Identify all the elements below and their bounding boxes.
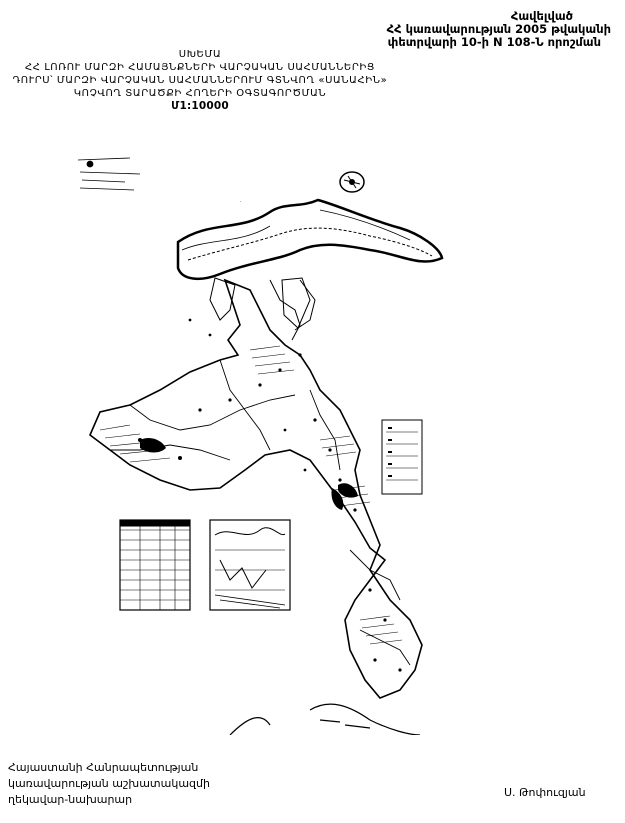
heading-line-3: ԿՈՉՎՈՂ ՏԱՐԱԾՔԻ ՀՈՂԵՐԻ ՕԳՏԱԳՈՐԾՄԱՆ: [73, 88, 327, 99]
heading-line-1: ՀՀ ԼՈՌՈՒ ՄԱՐԶԻ ՀԱՄԱՅՆՔՆԵՐԻ ՎԱՐՉԱԿԱՆ ՍԱՀՄԱՆՆԵՐԻՑ: [25, 62, 375, 73]
annex-decree-year: ՀՀ կառավարության 2005 թվականի: [386, 22, 611, 36]
map-scale: Մ1:10000: [171, 100, 229, 112]
map-upper-plots: [210, 278, 310, 328]
map-dark-areas: [140, 438, 358, 510]
document-heading: [0, 48, 400, 113]
heading-line-2: ԴՈՒՐՍ՝ ՄԱՐԶԻ ՎԱՐՉԱԿԱՆ ՍԱՀՄԱՆՆԵՐՈՒՄ ԳՏՆՎՈՂ «ՍԱՆԱՀԻՆ»: [12, 75, 388, 86]
annex-label: Հավելված: [510, 9, 573, 23]
map-dense-dots: [138, 319, 402, 672]
signer-name: Ս. Թոփուզյան: [504, 786, 586, 799]
annex-block: [371, 10, 611, 49]
map-river-region: [178, 200, 442, 279]
map-bottom-fragments: [230, 704, 420, 735]
map-table-right: [210, 520, 290, 610]
map-table-left: [120, 520, 190, 610]
signer-title-line-2: կառավարության աշխատակազմի: [8, 777, 210, 790]
map-legend-box: [382, 420, 422, 494]
map-corner-legend: [78, 158, 140, 190]
signer-title-line-1: Հայաստանի Հանրապետության: [8, 761, 199, 774]
annex-decree-number: փետրվարի 10-ի N 108-Ն որոշման: [387, 35, 601, 49]
heading-title: ՍԽԵՄԱ: [178, 49, 222, 60]
signer-block: [8, 760, 210, 808]
map-drawing: [70, 150, 470, 735]
svg-text:.: .: [240, 198, 242, 204]
scheme-map: [70, 150, 470, 735]
map-emblem-icon: [340, 172, 364, 192]
signer-title-line-3: ղեկավար-նախարար: [8, 793, 133, 806]
